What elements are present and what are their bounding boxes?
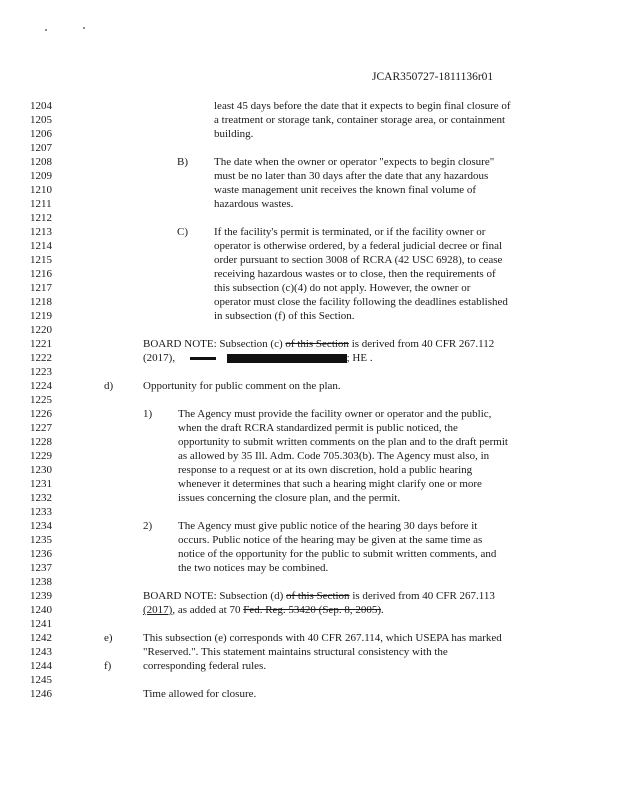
- line-text: hazardous wastes.: [214, 198, 294, 210]
- line-number: 1204: [30, 100, 52, 112]
- line-number: 1226: [30, 408, 52, 420]
- line-text: Time allowed for closure.: [143, 688, 257, 700]
- label-d1: 1): [143, 408, 153, 420]
- line-number: 1215: [30, 254, 52, 266]
- line-number: 1244: [30, 660, 52, 672]
- label-d: d): [104, 380, 114, 392]
- line-number: 1212: [30, 212, 52, 224]
- line-text: as allowed by 35 Ill. Adm. Code 705.303(b). The Agency must also, in: [178, 450, 490, 462]
- line-number: 1246: [30, 688, 52, 700]
- board-note-c: BOARD NOTE: Subsection (c) of this Section is derived from 40 CFR 267.112: [143, 338, 495, 350]
- line-text: If the facility's permit is terminated, or if the facility owner or: [214, 226, 486, 238]
- line-number: 1222: [30, 352, 52, 364]
- document-id: JCAR350727-1811136r01: [372, 71, 494, 83]
- line-number: 1231: [30, 478, 52, 490]
- label-c: C): [177, 226, 188, 238]
- line-number: 1229: [30, 450, 52, 462]
- line-number: 1206: [30, 128, 52, 140]
- line-number: 1225: [30, 394, 52, 406]
- line-number: 1214: [30, 240, 52, 252]
- line-text: building.: [214, 128, 254, 140]
- scan-speck: [83, 27, 85, 29]
- line-number: 1240: [30, 604, 52, 616]
- redaction-block: [227, 354, 347, 363]
- board-note-d: BOARD NOTE: Subsection (d) of this Section is derived from 40 CFR 267.113: [143, 590, 495, 602]
- line-number: 1233: [30, 506, 52, 518]
- line-text: This subsection (e) corresponds with 40 CFR 267.114, which USEPA has marked: [143, 632, 502, 644]
- line-text: this subsection (c)(4) do not apply. However, the owner or: [214, 282, 471, 294]
- line-number: 1220: [30, 324, 52, 336]
- line-text: in subsection (f) of this Section.: [214, 310, 355, 322]
- board-note-c-line2: (2017), ; HE .: [143, 352, 373, 364]
- line-number: 1210: [30, 184, 52, 196]
- line-number: 1241: [30, 618, 52, 630]
- line-number: 1208: [30, 156, 52, 168]
- line-text: "Reserved.". This statement maintains structural consistency with the: [143, 646, 448, 658]
- line-number: 1211: [30, 198, 52, 210]
- label-f: f): [104, 660, 112, 672]
- line-number: 1205: [30, 114, 52, 126]
- line-text: The date when the owner or operator "expects to begin closure": [214, 156, 495, 168]
- line-text: issues concerning the closure plan, and the permit.: [178, 492, 401, 504]
- line-number: 1209: [30, 170, 52, 182]
- redaction-mark: [190, 357, 216, 360]
- line-text: a treatment or storage tank, container storage area, or containment: [214, 114, 506, 126]
- line-text: when the draft RCRA standardized permit is public noticed, the: [178, 422, 458, 434]
- line-number: 1218: [30, 296, 52, 308]
- line-text: The Agency must give public notice of the hearing 30 days before it: [178, 520, 478, 532]
- scan-speck: [45, 29, 47, 31]
- line-number: 1217: [30, 282, 52, 294]
- line-number: 1227: [30, 422, 52, 434]
- board-note-d-line2: (2017), as added at 70 Fed. Reg. 53420 (Sep. 8, 2005).: [143, 604, 384, 616]
- line-number: 1223: [30, 366, 52, 378]
- line-text: whenever it determines that such a hearing might clarify one or more: [178, 478, 482, 490]
- line-text: least 45 days before the date that it expects to begin final closure of: [214, 100, 511, 112]
- line-text: the two notices may be combined.: [178, 562, 329, 574]
- line-number: 1236: [30, 548, 52, 560]
- line-text: notice of the opportunity for the public to submit written comments, and: [178, 548, 497, 560]
- line-number: 1230: [30, 464, 52, 476]
- label-d2: 2): [143, 520, 153, 532]
- line-number: 1238: [30, 576, 52, 588]
- label-b: B): [177, 156, 188, 168]
- line-text: must be no later than 30 days after the date that any hazardous: [214, 170, 489, 182]
- line-number: 1213: [30, 226, 52, 238]
- line-number: 1221: [30, 338, 52, 350]
- line-number: 1245: [30, 674, 52, 686]
- line-text: receiving hazardous wastes or to close, then the requirements of: [214, 268, 496, 280]
- line-text: corresponding federal rules.: [143, 660, 267, 672]
- line-text: response to a request or at its own discretion, hold a public hearing: [178, 464, 473, 476]
- line-number: 1243: [30, 646, 52, 658]
- line-number: 1219: [30, 310, 52, 322]
- line-number: 1239: [30, 590, 52, 602]
- line-number: 1234: [30, 520, 52, 532]
- label-e: e): [104, 632, 113, 644]
- line-number: 1235: [30, 534, 52, 546]
- line-text: opportunity to submit written comments on the plan and to the draft permit: [178, 436, 508, 448]
- line-number: 1216: [30, 268, 52, 280]
- line-number: 1207: [30, 142, 52, 154]
- line-text: waste management unit receives the known final volume of: [214, 184, 477, 196]
- line-text: order pursuant to section 3008 of RCRA (42 USC 6928), to cease: [214, 254, 503, 266]
- line-number: 1237: [30, 562, 52, 574]
- line-text: operator is otherwise ordered, by a federal judicial decree or final: [214, 240, 503, 252]
- line-number: 1242: [30, 632, 52, 644]
- line-text: operator must close the facility following the deadlines established: [214, 296, 508, 308]
- line-number: 1224: [30, 380, 52, 392]
- line-text: occurs. Public notice of the hearing may be given at the same time as: [178, 534, 483, 546]
- line-text: The Agency must provide the facility owner or operator and the public,: [178, 408, 492, 420]
- line-number: 1228: [30, 436, 52, 448]
- line-number: 1232: [30, 492, 52, 504]
- line-text: Opportunity for public comment on the plan.: [143, 380, 341, 392]
